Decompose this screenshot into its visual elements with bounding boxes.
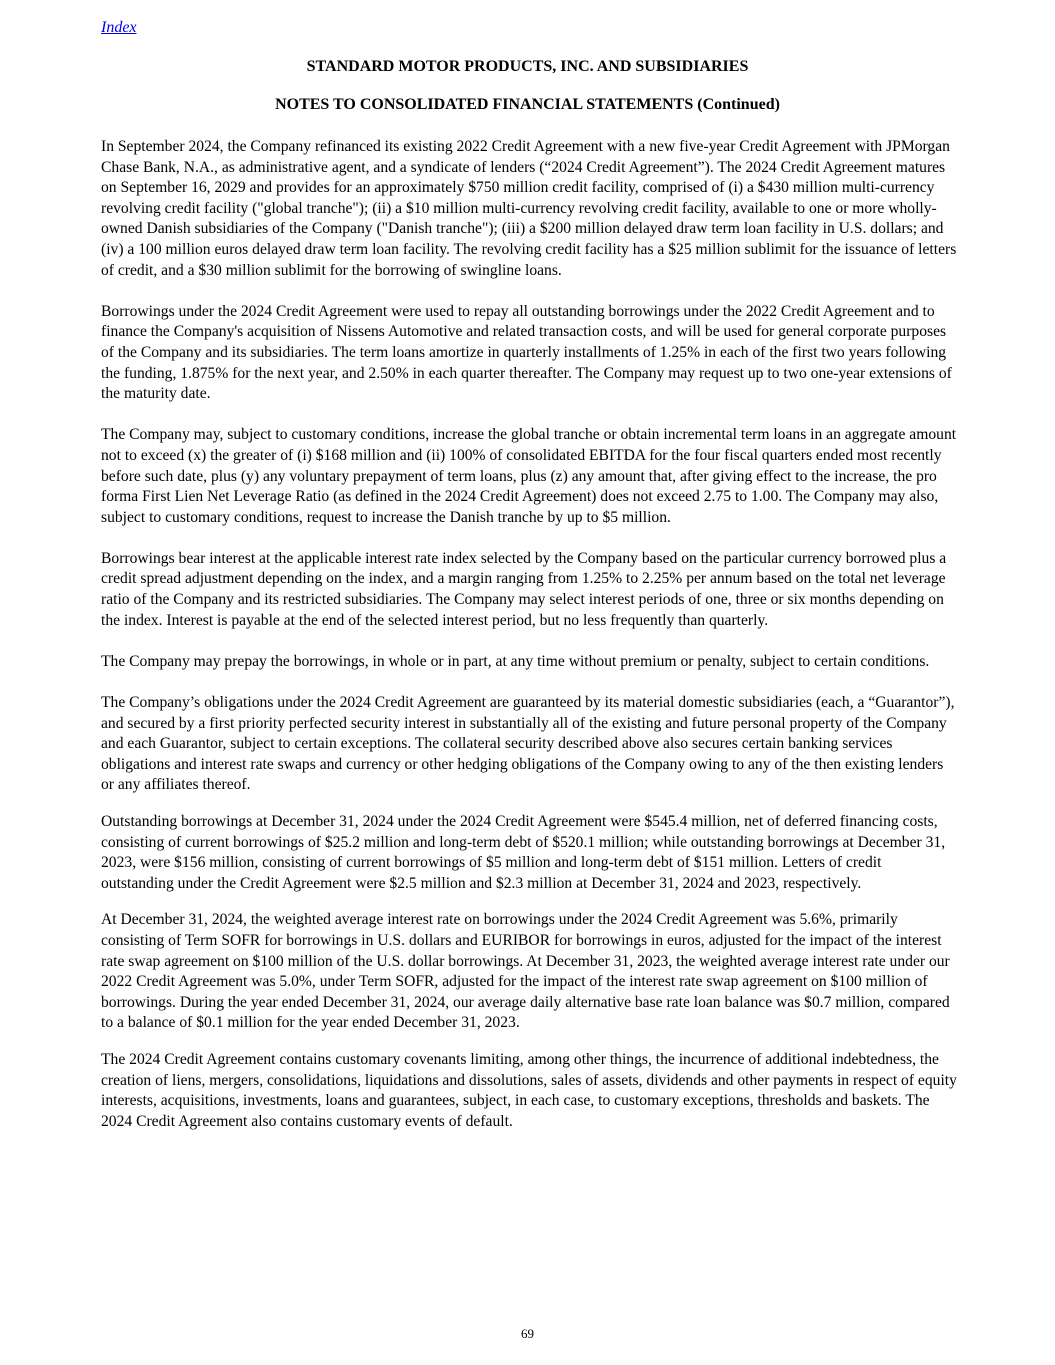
paragraph-borrowings-use: Borrowings under the 2024 Credit Agreement were used to repay all outstanding borrowings under the 2022 Credit Agreement and to finance the Company's acquisition of Nissens Automotive and related transaction costs, and will be used for general corporate purposes of the Company and its subsidiaries. The term loans amortize in quarterly installments of 1.25% in each of the first two years following the funding, 1.875% for the next year, and 2.50% in each quarter thereafter. The Company may request up to two one-year extensions of the maturity date. bbox=[101, 302, 952, 403]
paragraph-guarantees: The Company’s obligations under the 2024 Credit Agreement are guaranteed by its material domestic subsidiaries (each, a “Guarantor”), and secured by a first priority perfected security interest in substantially all of the existing and future personal property of the Company and each Guarantor, subject to certain exceptions. The collateral security described above also secures certain banking services obligations and interest rate swaps and currency or other hedging obligations of the Company owing to any of the then existing lenders or any affiliates thereof. bbox=[101, 694, 955, 794]
paragraph-incremental-loans: The Company may, subject to customary conditions, increase the global tranche or obtain incremental term loans in an aggregate amount not to exceed (x) the greater of (i) $168 million and (ii) 100% of consolidated EBITDA for the four fiscal quarters ended most recently before such date, plus (y) any voluntary prepayment of term loans, plus (z) any amount that, after giving effect to the increase, the pro forma First Lien Net Leverage Ratio (as defined in the 2024 Credit Agreement) does not exceed 2.75 to 1.00. The Company may also, subject to customary conditions, request to increase the Danish tranche by up to $5 million. bbox=[101, 426, 957, 526]
notes-body bbox=[101, 137, 957, 1148]
paragraph-outstanding-borrowings: Outstanding borrowings at December 31, 2024 under the 2024 Credit Agreement were $545.4 million, net of deferred financing costs, consisting of current borrowings of $25.2 million and long-term debt of $520.1 million; while outstanding borrowings at December 31, 2023, were $156 million, consisting of current borrowings of $5 million and long-term debt of $151 million. Letters of credit outstanding under the Credit Agreement were $2.5 million and $2.3 million at December 31, 2024 and 2023, respectively. bbox=[101, 813, 946, 892]
page-number: 69 bbox=[521, 1326, 534, 1341]
index-link[interactable]: Index bbox=[101, 19, 137, 36]
section-title: NOTES TO CONSOLIDATED FINANCIAL STATEMENTS (Continued) bbox=[275, 96, 780, 113]
paragraph-weighted-average-rate: At December 31, 2024, the weighted average interest rate on borrowings under the 2024 Credit Agreement was 5.6%, primarily consisting of Term SOFR for borrowings in U.S. dollars and EURIBOR for borrowings in euros, adjusted for the impact of the interest rate swap agreement on $100 million of the U.S. dollar borrowings. At December 31, 2023, the weighted average interest rate under our 2022 Credit Agreement was 5.0%, under Term SOFR, adjusted for the impact of the interest rate swap agreement on $100 million of borrowings. During the year ended December 31, 2024, our average daily alternative base rate loan balance was $0.7 million, compared to a balance of $0.1 million for the year ended December 31, 2023. bbox=[101, 911, 950, 1032]
paragraph-covenants: The 2024 Credit Agreement contains customary covenants limiting, among other things, the incurrence of additional indebtedness, the creation of liens, mergers, consolidations, liquidations and dissolutions, sales of assets, dividends and other payments in respect of equity interests, acquisitions, investments, loans and guarantees, subject, in each case, to customary exceptions, thresholds and baskets. The 2024 Credit Agreement also contains customary events of default. bbox=[101, 1050, 957, 1130]
paragraph-prepayment: The Company may prepay the borrowings, in whole or in part, at any time without premium or penalty, subject to certain conditions. bbox=[101, 652, 930, 670]
paragraph-credit-agreement: In September 2024, the Company refinanced its existing 2022 Credit Agreement with a new five-year Credit Agreement with JPMorgan Chase Bank, N.A., as administrative agent, and a syndicate of lenders (“2024 Credit Agreement”). The 2024 Credit Agreement matures on September 16, 2029 and provides for an approximately $750 million credit facility, comprised of (i) a $430 million multi-currency revolving credit facility ("global tranche"); (ii) a $10 million multi-currency revolving credit facility, available to one or more wholly-owned Danish subsidiaries of the Company ("Danish tranche"); (iii) a $200 million delayed draw term loan facility in U.S. dollars; and (iv) a 100 million euros delayed draw term loan facility. The revolving credit facility has a $25 million sublimit for the issuance of letters of credit, and a $30 million sublimit for the borrowing of swingline loans. bbox=[101, 138, 957, 279]
company-title: STANDARD MOTOR PRODUCTS, INC. AND SUBSIDIARIES bbox=[306, 58, 749, 75]
paragraph-interest: Borrowings bear interest at the applicable interest rate index selected by the Company based on the particular currency borrowed plus a credit spread adjustment depending on the index, and a margin ranging from 1.25% to 2.25% per annum based on the total net leverage ratio of the Company and its restricted subsidiaries. The Company may select interest periods of one, three or six months depending on the index. Interest is payable at the end of the selected interest period, but no less frequently than quarterly. bbox=[101, 549, 947, 629]
